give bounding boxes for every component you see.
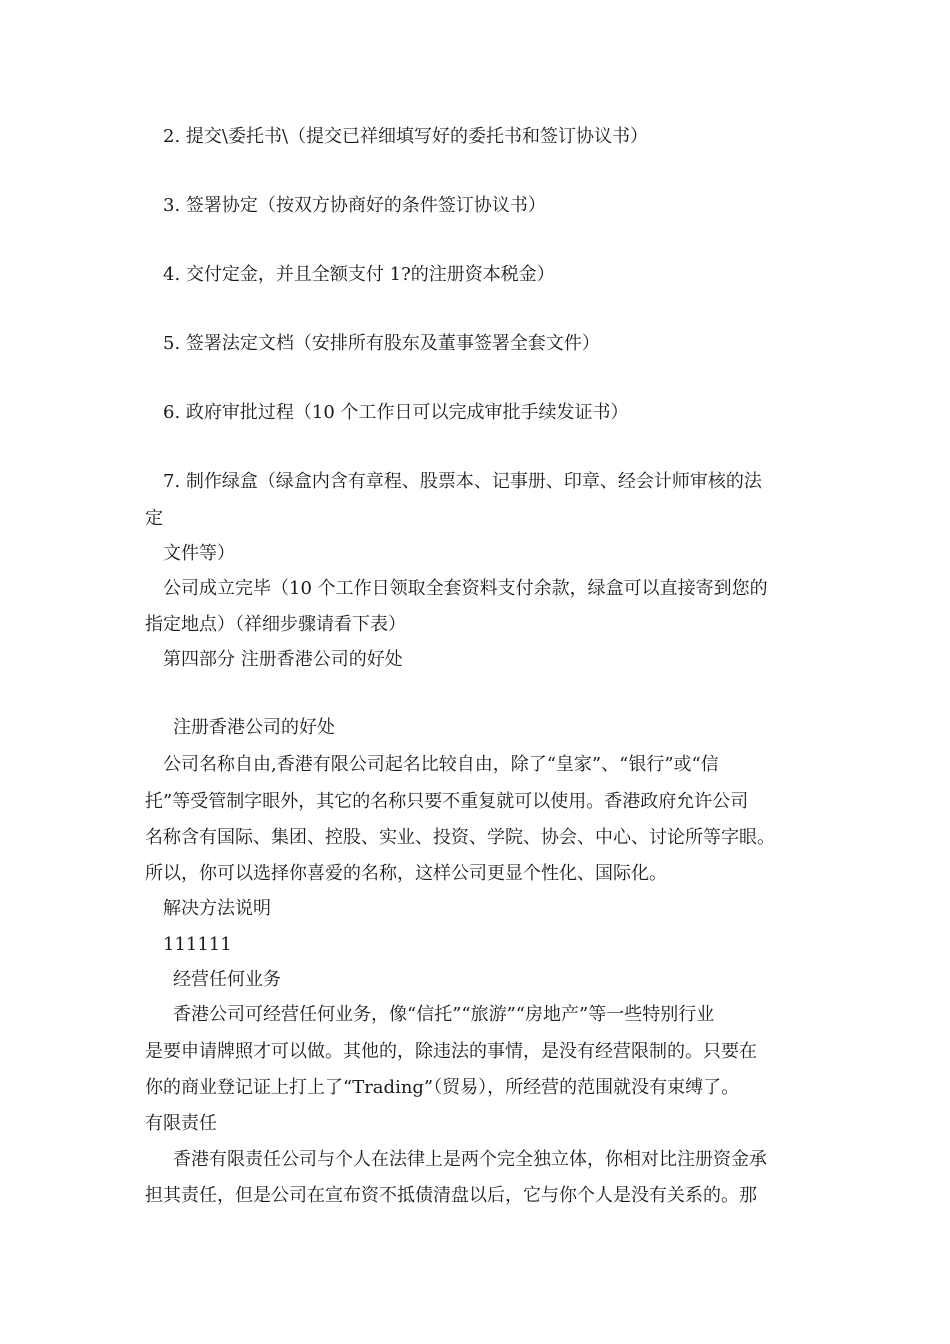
liability-line-1: 香港有限责任公司与个人在法律上是两个完全独立体，你相对比注册资金承: [173, 1149, 767, 1170]
liability-heading: 有限责任: [145, 1113, 217, 1134]
step-5: 5. 签署法定文档（安排所有股东及董事签署全套文件）: [163, 333, 600, 354]
code-value: 111111: [163, 934, 232, 955]
completion-line-1: 公司成立完毕（10 个工作日领取全套资料支付余款，绿盒可以直接寄到您的: [163, 578, 768, 599]
solution-label: 解决方法说明: [163, 898, 271, 919]
completion-line-2: 指定地点）（祥细步骤请看下表）: [145, 614, 406, 635]
business-line-1: 香港公司可经营任何业务，像“信托”“旅游”“房地产”等一些特别行业: [173, 1004, 715, 1025]
step-7-wrap: 定: [145, 508, 163, 529]
step-7: 7. 制作绿盒（绿盒内含有章程、股票本、记事册、印章、经会计师审核的法: [163, 471, 762, 492]
benefits-heading: 注册香港公司的好处: [173, 717, 335, 738]
business-line-3: 你的商业登记证上打上了“Trading”（贸易），所经营的范围就没有束缚了。: [145, 1077, 740, 1098]
liability-line-2: 担其责任，但是公司在宣布资不抵债清盘以后，它与你个人是没有关系的。那: [145, 1185, 757, 1206]
name-freedom-line-1: 公司名称自由,香港有限公司起名比较自由，除了“皇家”、“银行”或“信: [163, 754, 719, 775]
part4-heading: 第四部分 注册香港公司的好处: [163, 649, 403, 670]
business-line-2: 是要申请牌照才可以做。其他的，除违法的事情，是没有经营限制的。只要在: [145, 1041, 757, 1062]
step-6: 6. 政府审批过程（10 个工作日可以完成审批手续发证书）: [163, 402, 629, 423]
name-freedom-line-4: 所以，你可以选择你喜爱的名称，这样公司更显个性化、国际化。: [145, 863, 667, 884]
step-4: 4. 交付定金，并且全额支付 1?的注册资本税金）: [163, 264, 555, 285]
name-freedom-line-2: 托”等受管制字眼外，其它的名称只要不重复就可以使用。香港政府允许公司: [145, 791, 749, 812]
step-7-continuation: 文件等）: [163, 543, 235, 564]
business-heading: 经营任何业务: [173, 969, 281, 990]
step-3: 3. 签署协定（按双方协商好的条件签订协议书）: [163, 195, 546, 216]
step-2: 2. 提交\委托书\（提交已祥细填写好的委托书和签订协议书）: [163, 126, 649, 147]
name-freedom-line-3: 名称含有国际、集团、控股、实业、投资、学院、协会、中心、讨论所等字眼。: [145, 827, 775, 848]
